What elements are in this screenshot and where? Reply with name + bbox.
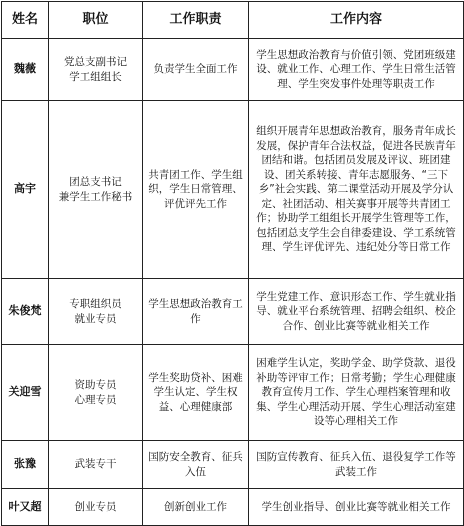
cell-position: 团总支书记 兼学生工作秘书: [49, 101, 143, 279]
cell-duty: 共青团工作、学生组织，学生日常管理、评优评先工作: [143, 101, 249, 279]
header-name: 姓名: [2, 2, 49, 39]
cell-name: 张豫: [2, 441, 49, 489]
table-row: [2, 345, 464, 441]
cell-duty: 学生奖助贷补、困难学生认定、学生权益、心理健康部: [143, 345, 249, 441]
cell-position: 资助专员 心理专员: [49, 345, 143, 441]
cell-content: 学生党建工作、意识形态工作、学生就业指导、就业平台系统管理、招聘会组织、校企合作、创业比赛等就业相关工作: [249, 279, 464, 345]
cell-content: 学生创业指导、创业比赛等就业相关工作: [249, 489, 464, 526]
cell-position: 专职组织员 就业专员: [49, 279, 143, 345]
table-row: [2, 441, 464, 489]
table-row: [2, 279, 464, 345]
header-position: 职位: [49, 2, 143, 39]
cell-name: 关迎雪: [2, 345, 49, 441]
table-row: [2, 489, 464, 526]
cell-duty: 创新创业工作: [143, 489, 249, 526]
table-header-row: [2, 2, 464, 39]
cell-duty: 负责学生全面工作: [143, 39, 249, 101]
cell-name: 高宇: [2, 101, 49, 279]
cell-position: 创业专员: [49, 489, 143, 526]
cell-name: 叶又超: [2, 489, 49, 526]
staff-duty-table: [1, 1, 464, 526]
cell-position: 党总支副书记 学工组组长: [49, 39, 143, 101]
cell-content: 国防宣传教育、征兵入伍、退役复学工作等武装工作: [249, 441, 464, 489]
cell-content: 学生思想政治教育与价值引领、党团班级建设、就业工作、心理工作、学生日常生活管理、学生突发事件处理等职责工作: [249, 39, 464, 101]
cell-duty: 国防安全教育、征兵入伍: [143, 441, 249, 489]
table-row: [2, 39, 464, 101]
header-content: 工作内容: [249, 2, 464, 39]
table-row: [2, 101, 464, 279]
cell-duty: 学生思想政治教育工作: [143, 279, 249, 345]
cell-name: 魏薇: [2, 39, 49, 101]
cell-position: 武装专干: [49, 441, 143, 489]
cell-name: 朱俊梵: [2, 279, 49, 345]
cell-content: 组织开展青年思想政治教育，服务青年成长发展，保护青年合法权益，促进各民族青年团结和谐。包括团员发展及评议、班团建设、团关系转接、青年志愿服务、“三下乡”社会实践、第二课堂活动开展及学分认定、社团活动、相关赛事开展等共青团工作；协助学工组组长开展学生管理等工作，包括团总支学生会自律委建设、学工系统管理、学生评优评先、违纪处分等日常工作: [249, 101, 464, 279]
header-duty: 工作职责: [143, 2, 249, 39]
cell-content: 困难学生认定，奖助学金、助学贷款、退役补助等评审工作；日常考勤；学生心理健康教育宣传月工作、学生心理档案管理和收集、学生心理活动开展、学生心理活动室建设等心理相关工作: [249, 345, 464, 441]
